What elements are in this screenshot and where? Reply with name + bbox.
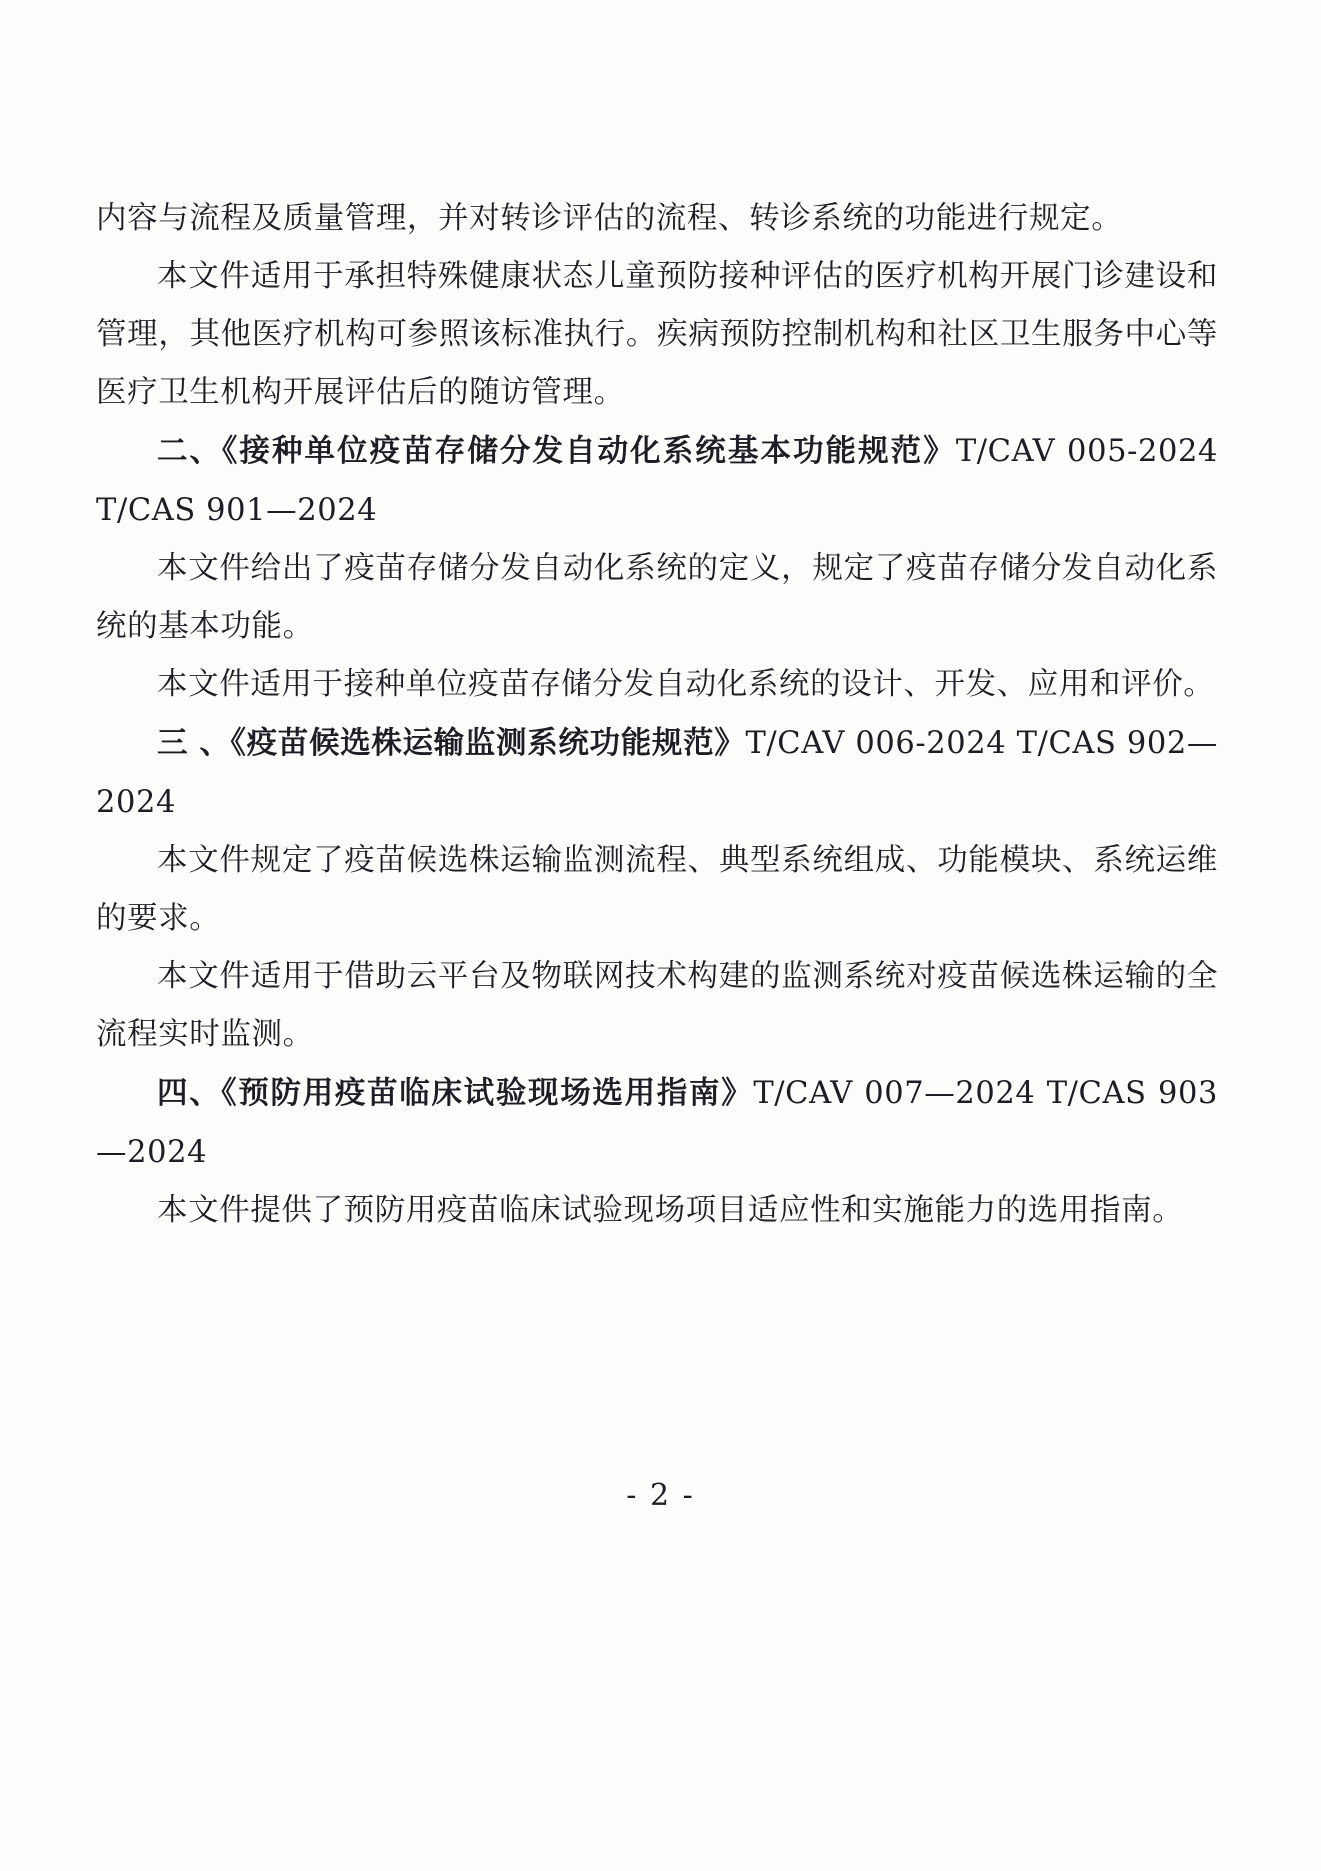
paragraph-scope: 本文件适用于承担特殊健康状态儿童预防接种评估的医疗机构开展门诊建设和管理，其他医疗机构可参照该标准执行。疾病预防控制机构和社区卫生服务中心等医疗卫生机构开展评估后的随访管理。	[96, 259, 1218, 410]
page-number: - 2 -	[626, 1478, 695, 1513]
paragraph-two-b: 本文件适用于接种单位疫苗存储分发自动化系统的设计、开发、应用和评价。	[157, 667, 1215, 702]
paragraph-three-a: 本文件规定了疫苗候选株运输监测流程、典型系统组成、功能模块、系统运维的要求。	[96, 843, 1218, 936]
heading-section-three-code: T/CAV 006-2024 T/CAS 902—2024	[96, 726, 1218, 820]
paragraph-three-b: 本文件适用于借助云平台及物联网技术构建的监测系统对疫苗候选株运输的全流程实时监测。	[96, 959, 1218, 1052]
heading-section-four	[96, 1064, 1218, 1182]
heading-section-three	[96, 714, 1218, 832]
paragraph-continued: 内容与流程及质量管理，并对转诊评估的流程、转诊系统的功能进行规定。	[96, 201, 1123, 236]
document-body	[96, 190, 1218, 1240]
heading-section-three-title: 三 、《疫苗候选株运输监测系统功能规范》	[157, 725, 746, 761]
heading-section-four-code: T/CAV 007—2024 T/CAS 903—2024	[96, 1076, 1218, 1170]
paragraph-four-a: 本文件提供了预防用疫苗临床试验现场项目适应性和实施能力的选用指南。	[157, 1193, 1184, 1228]
heading-section-two	[96, 422, 1218, 540]
heading-section-two-title: 二、《接种单位疫苗存储分发自动化系统基本功能规范》	[157, 433, 956, 469]
heading-section-four-title: 四、《预防用疫苗临床试验现场选用指南》	[157, 1075, 754, 1111]
paragraph-two-a: 本文件给出了疫苗存储分发自动化系统的定义，规定了疫苗存储分发自动化系统的基本功能。	[96, 551, 1218, 644]
heading-section-two-code: T/CAV 005-2024 T/CAS 901—2024	[96, 434, 1218, 528]
